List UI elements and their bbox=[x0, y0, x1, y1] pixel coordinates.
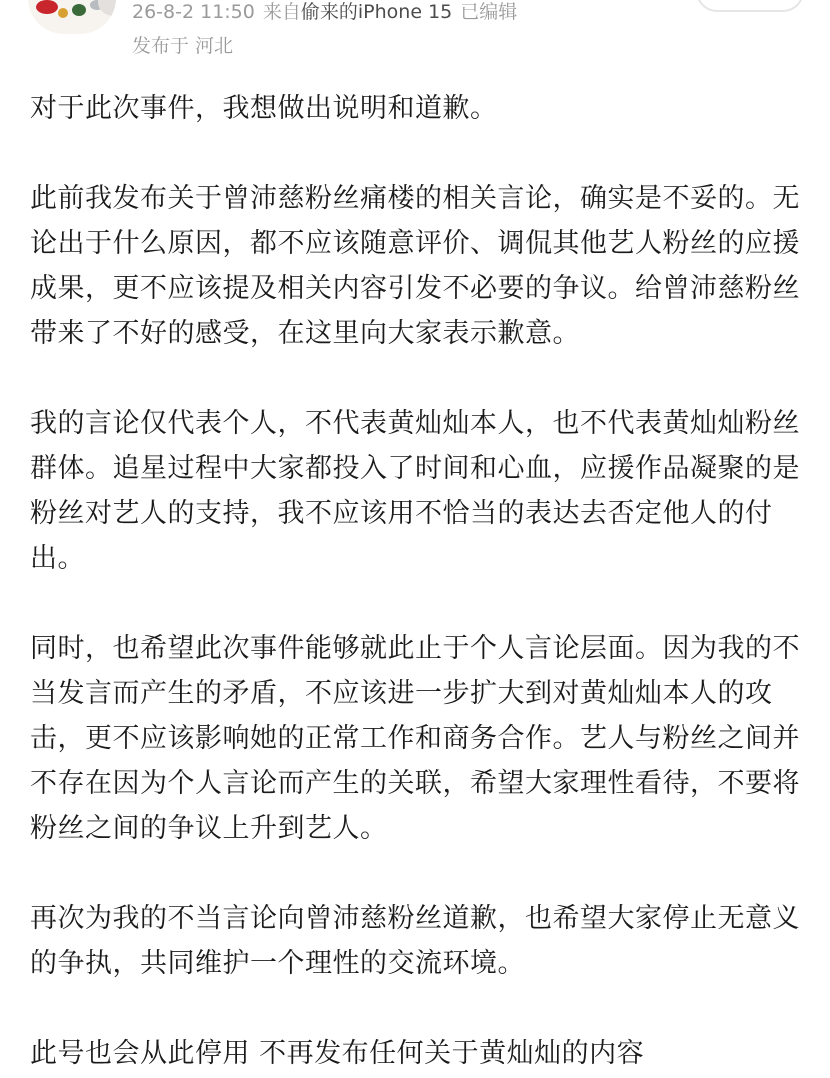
source-prefix: 来自 bbox=[262, 1, 301, 23]
post-meta bbox=[132, 0, 525, 24]
avatar[interactable] bbox=[28, 0, 116, 34]
post-body bbox=[30, 86, 820, 1076]
post-paragraph: 此号也会从此停用 不再发布任何关于黄灿灿的内容 bbox=[30, 1038, 645, 1069]
post-paragraph: 我的言论仅代表个人，不代表黄灿灿本人，也不代表黄灿灿粉丝群体。追星过程中大家都投入了时间和心血，应援作品凝聚的是粉丝对艺人的支持，我不应该用不恰当的表达去否定他人的付出。 bbox=[30, 408, 800, 574]
post-header bbox=[0, 0, 830, 70]
follow-button[interactable] bbox=[696, 0, 804, 12]
post-paragraph: 此前我发布关于曾沛慈粉丝痛楼的相关言论，确实是不妥的。无论出于什么原因，都不应该随意评价、调侃其他艺人粉丝的应援成果，更不应该提及相关内容引发不必要的争议。给曾沛慈粉丝带来了不好的感受，在这里向大家表示歉意。 bbox=[30, 183, 800, 349]
post-location: 发布于 河北 bbox=[132, 35, 234, 57]
post-paragraph: 再次为我的不当言论向曾沛慈粉丝道歉，也希望大家停止无意义的争执，共同维护一个理性的交流环境。 bbox=[30, 903, 800, 979]
post-paragraph: 对于此次事件，我想做出说明和道歉。 bbox=[30, 93, 498, 124]
edited-label[interactable]: 已编辑 bbox=[460, 1, 518, 23]
post-paragraph: 同时，也希望此次事件能够就此止于个人言论层面。因为我的不当发言而产生的矛盾，不应该进一步扩大到对黄灿灿本人的攻击，更不应该影响她的正常工作和商务合作。艺人与粉丝之间并不存在因为个人言论而产生的关联，希望大家理性看待，不要将粉丝之间的争议上升到艺人。 bbox=[30, 633, 800, 844]
post-timestamp: 26-8-2 11:50 bbox=[132, 1, 255, 23]
source-device[interactable]: 偷来的iPhone 15 bbox=[300, 1, 453, 23]
